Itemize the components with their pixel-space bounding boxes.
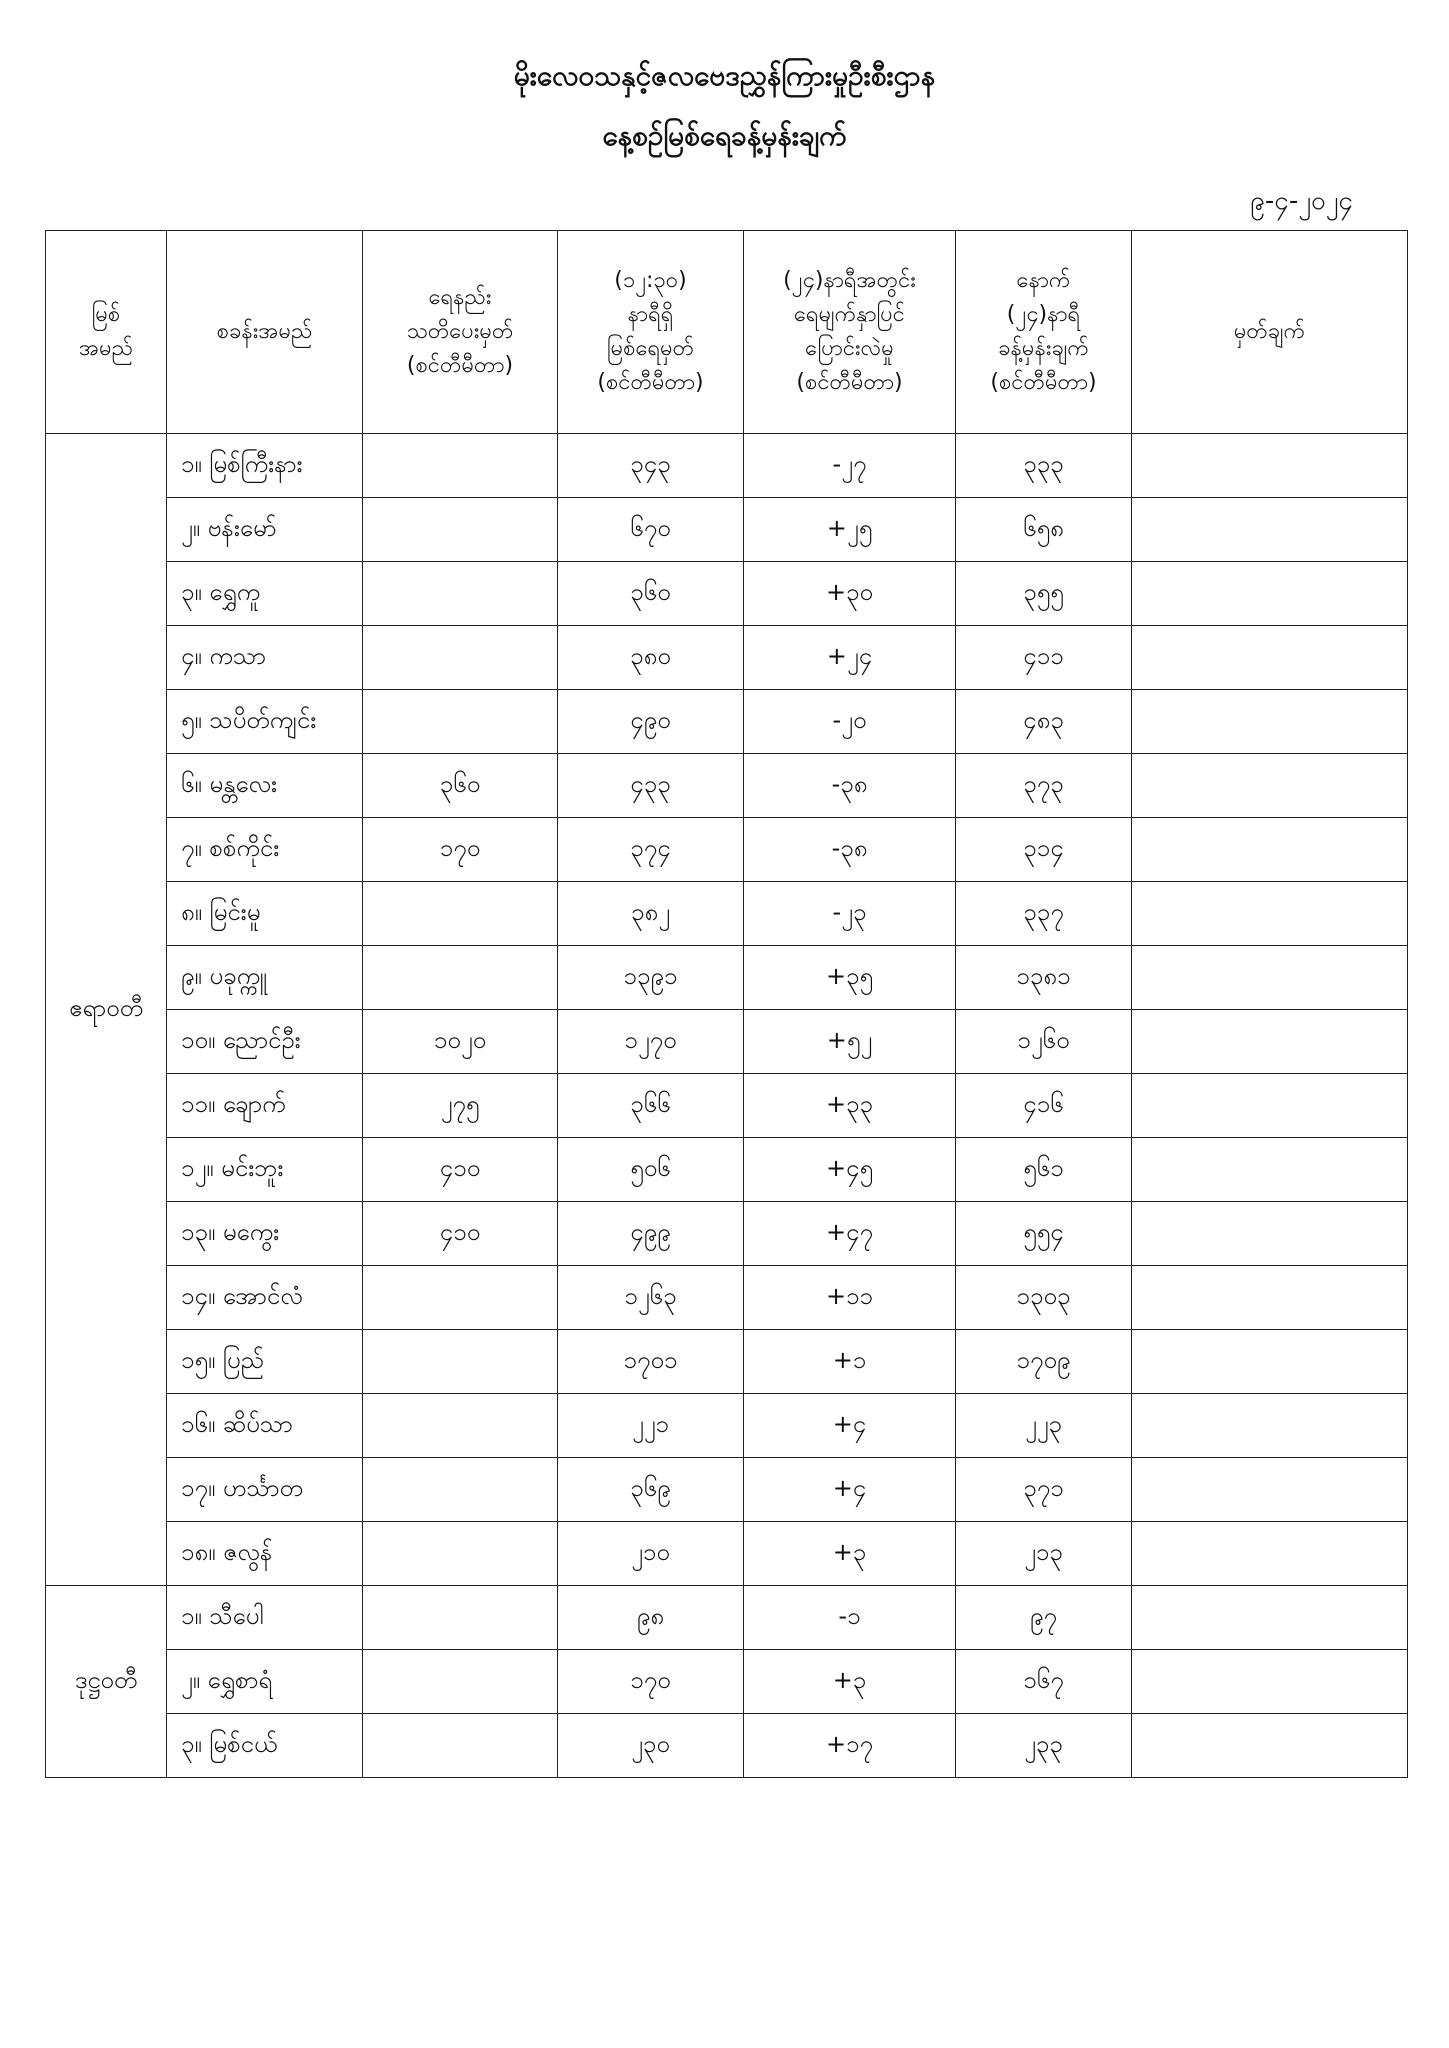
water-level-cell: ၆၇၀ (558, 498, 744, 562)
change-cell: -၁ (744, 1586, 956, 1650)
change-cell: +၃ (744, 1650, 956, 1714)
change-cell: +၂၅ (744, 498, 956, 562)
forecast-cell: ၄၁၁ (956, 626, 1132, 690)
forecast-table (45, 230, 1408, 1778)
header-line: (စင်တီမီတာ) (796, 370, 903, 395)
station-name: ၄။ ကသာ (167, 626, 363, 690)
forecast-cell: ၅၅၄ (956, 1202, 1132, 1266)
header-remarks (1132, 231, 1408, 434)
table-row (46, 1650, 1408, 1714)
table-row (46, 946, 1408, 1010)
water-level-cell: ၂၃၀ (558, 1714, 744, 1778)
station-name: ၁၄။ အောင်လံ (167, 1266, 363, 1330)
change-cell: +၃ (744, 1522, 956, 1586)
header-line: မြစ် (91, 302, 121, 327)
table-row (46, 1330, 1408, 1394)
header-line: စခန်းအမည် (216, 319, 313, 344)
station-name: ၂။ ဗန်းမော် (167, 498, 363, 562)
remark-cell (1132, 882, 1408, 946)
alert-level-cell (363, 434, 558, 498)
water-level-cell: ၃၈၂ (558, 882, 744, 946)
station-name: ၈။ မြင်းမူ (167, 882, 363, 946)
change-cell: +၃၀ (744, 562, 956, 626)
station-name: ၁၀။ ညောင်ဦး (167, 1010, 363, 1074)
change-cell: +၂၄ (744, 626, 956, 690)
forecast-cell: ၄၁၆ (956, 1074, 1132, 1138)
alert-level-cell: ၄၁၀ (363, 1138, 558, 1202)
station-name: ၁၆။ ဆိပ်သာ (167, 1394, 363, 1458)
alert-level-cell (363, 1266, 558, 1330)
header-line: အမည် (78, 336, 134, 361)
alert-level-cell (363, 1714, 558, 1778)
water-level-cell: ၃၆၉ (558, 1458, 744, 1522)
change-cell: -၃၈ (744, 754, 956, 818)
alert-level-cell (363, 690, 558, 754)
remark-cell (1132, 690, 1408, 754)
water-level-cell: ၃၆၆ (558, 1074, 744, 1138)
header-line: ရေနည်း (428, 285, 492, 310)
water-level-cell: ၃၆၀ (558, 562, 744, 626)
header-24h-change (744, 231, 956, 434)
forecast-cell: ၃၃၃ (956, 434, 1132, 498)
remark-cell (1132, 1074, 1408, 1138)
water-level-cell: ၂၂၁ (558, 1394, 744, 1458)
table-row (46, 754, 1408, 818)
table-row (46, 1586, 1408, 1650)
river-name: ဧရာဝတီ (46, 434, 167, 1586)
change-cell: +၄ (744, 1458, 956, 1522)
table-row (46, 626, 1408, 690)
header-current-level (558, 231, 744, 434)
water-level-cell: ၁၇၀၁ (558, 1330, 744, 1394)
water-level-cell: ၁၃၉၁ (558, 946, 744, 1010)
alert-level-cell (363, 1586, 558, 1650)
water-level-cell: ၄၉၀ (558, 690, 744, 754)
station-name: ၁၁။ ချောက် (167, 1074, 363, 1138)
station-name: ၁။ မြစ်ကြီးနား (167, 434, 363, 498)
station-name: ၂။ ရွှေစာရံ (167, 1650, 363, 1714)
header-line: (စင်တီမီတာ) (597, 370, 704, 395)
remark-cell (1132, 434, 1408, 498)
alert-level-cell (363, 1394, 558, 1458)
table-row (46, 882, 1408, 946)
forecast-cell: ၁၃၀၃ (956, 1266, 1132, 1330)
station-name: ၁၂။ မင်းဘူး (167, 1138, 363, 1202)
forecast-cell: ၃၇၃ (956, 754, 1132, 818)
header-line: မြစ်ရေမှတ် (606, 336, 695, 361)
water-level-cell: ၃၄၃ (558, 434, 744, 498)
water-level-cell: ၃၈၀ (558, 626, 744, 690)
water-level-cell: ၃၇၄ (558, 818, 744, 882)
header-river (46, 231, 167, 434)
forecast-cell: ၉၇ (956, 1586, 1132, 1650)
alert-level-cell: ၄၁၀ (363, 1202, 558, 1266)
header-forecast (956, 231, 1132, 434)
forecast-cell: ၁၂၆၀ (956, 1010, 1132, 1074)
table-row (46, 562, 1408, 626)
header-alert-level (363, 231, 558, 434)
table-row (46, 1522, 1408, 1586)
table-body (46, 434, 1408, 1778)
header-line: ပြောင်းလဲမှု (805, 336, 894, 361)
header-line: နာရီရှိ (627, 302, 674, 327)
header-row (46, 231, 1408, 434)
forecast-cell: ၃၅၅ (956, 562, 1132, 626)
table-row (46, 434, 1408, 498)
change-cell: +၃၃ (744, 1074, 956, 1138)
table-row (46, 1458, 1408, 1522)
alert-level-cell: ၁၇၀ (363, 818, 558, 882)
water-level-cell: ၅၀၆ (558, 1138, 744, 1202)
forecast-cell: ၃၁၄ (956, 818, 1132, 882)
forecast-cell: ၁၃၈၁ (956, 946, 1132, 1010)
table-row (46, 1714, 1408, 1778)
change-cell: +၁ (744, 1330, 956, 1394)
remark-cell (1132, 946, 1408, 1010)
remark-cell (1132, 1330, 1408, 1394)
remark-cell (1132, 1010, 1408, 1074)
station-name: ၁၇။ ဟင်္သာတ (167, 1458, 363, 1522)
header-line: မှတ်ချက် (1233, 319, 1306, 344)
table-row (46, 1010, 1408, 1074)
water-level-cell: ၄၉၉ (558, 1202, 744, 1266)
station-name: ၉။ ပခုက္ကူ (167, 946, 363, 1010)
station-name: ၁။ သီပေါ (167, 1586, 363, 1650)
water-level-cell: ၄၃၃ (558, 754, 744, 818)
header-line: နောက် (1016, 268, 1071, 293)
alert-level-cell: ၁၀၂၀ (363, 1010, 558, 1074)
station-name: ၁၈။ ဇလွန် (167, 1522, 363, 1586)
station-name: ၃။ ရွှေကူ (167, 562, 363, 626)
remark-cell (1132, 1202, 1408, 1266)
header-station (167, 231, 363, 434)
change-cell: +၄၇ (744, 1202, 956, 1266)
alert-level-cell (363, 626, 558, 690)
remark-cell (1132, 1266, 1408, 1330)
forecast-cell: ၃၃၇ (956, 882, 1132, 946)
remark-cell (1132, 1522, 1408, 1586)
table-row (46, 690, 1408, 754)
change-cell: +၄၅ (744, 1138, 956, 1202)
remark-cell (1132, 754, 1408, 818)
table-row (46, 498, 1408, 562)
header-line: ခန့်မှန်းချက် (998, 336, 1089, 361)
alert-level-cell (363, 882, 558, 946)
remark-cell (1132, 1650, 1408, 1714)
alert-level-cell: ၂၇၅ (363, 1074, 558, 1138)
alert-level-cell: ၃၆၀ (363, 754, 558, 818)
station-name: ၃။ မြစ်ငယ် (167, 1714, 363, 1778)
change-cell: +၁၇ (744, 1714, 956, 1778)
alert-level-cell (363, 1458, 558, 1522)
remark-cell (1132, 1138, 1408, 1202)
station-name: ၅။ သပိတ်ကျင်း (167, 690, 363, 754)
water-level-cell: ၁၂၇၀ (558, 1010, 744, 1074)
station-name: ၁၃။ မကွေး (167, 1202, 363, 1266)
forecast-cell: ၂၃၃ (956, 1714, 1132, 1778)
change-cell: +၃၅ (744, 946, 956, 1010)
remark-cell (1132, 1714, 1408, 1778)
header-line: ရေမျက်နှာပြင် (793, 302, 905, 327)
table-row (46, 1074, 1408, 1138)
table-row (46, 818, 1408, 882)
remark-cell (1132, 1394, 1408, 1458)
document-date: ၉-၄-၂၀၂၄ (1250, 186, 1353, 216)
change-cell: +၅၂ (744, 1010, 956, 1074)
alert-level-cell (363, 1330, 558, 1394)
river-name: ဒုဋ္ဌဝတီ (46, 1586, 167, 1778)
forecast-cell: ၅၆၁ (956, 1138, 1132, 1202)
alert-level-cell (363, 562, 558, 626)
water-level-cell: ၉၈ (558, 1586, 744, 1650)
forecast-cell: ၄၈၃ (956, 690, 1132, 754)
forecast-cell: ၁၆၇ (956, 1650, 1132, 1714)
header-line: (စင်တီမီတာ) (406, 353, 514, 378)
change-cell: -၂၃ (744, 882, 956, 946)
forecast-cell: ၆၅၈ (956, 498, 1132, 562)
header-line: (စင်တီမီတာ) (990, 370, 1097, 395)
document-title: မိုးလေဝသနှင့်ဇလဗေဒညွှန်ကြားမှုဦးစီးဌာန (513, 59, 936, 92)
table-row (46, 1394, 1408, 1458)
water-level-cell: ၁၇၀ (558, 1650, 744, 1714)
document-subtitle: နေ့စဉ်မြစ်ရေခန့်မှန်းချက် (602, 119, 847, 152)
change-cell: +၁၁ (744, 1266, 956, 1330)
remark-cell (1132, 562, 1408, 626)
table-row (46, 1138, 1408, 1202)
forecast-cell: ၃၇၁ (956, 1458, 1132, 1522)
change-cell: +၄ (744, 1394, 956, 1458)
station-name: ၁၅။ ပြည် (167, 1330, 363, 1394)
header-line: (၂၄)နာရီအတွင်း (783, 268, 916, 293)
alert-level-cell (363, 1650, 558, 1714)
change-cell: -၂၀ (744, 690, 956, 754)
remark-cell (1132, 1458, 1408, 1522)
remark-cell (1132, 498, 1408, 562)
header-line: (၁၂:၃၀) (614, 268, 687, 293)
remark-cell (1132, 626, 1408, 690)
change-cell: -၂၇ (744, 434, 956, 498)
change-cell: -၃၈ (744, 818, 956, 882)
table-row (46, 1202, 1408, 1266)
forecast-cell: ၁၇၀၉ (956, 1330, 1132, 1394)
station-name: ၇။ စစ်ကိုင်း (167, 818, 363, 882)
water-level-cell: ၂၁၀ (558, 1522, 744, 1586)
remark-cell (1132, 818, 1408, 882)
remark-cell (1132, 1586, 1408, 1650)
forecast-cell: ၂၁၃ (956, 1522, 1132, 1586)
header-line: (၂၄)နာရီ (1006, 302, 1081, 327)
forecast-cell: ၂၂၃ (956, 1394, 1132, 1458)
alert-level-cell (363, 1522, 558, 1586)
table-row (46, 1266, 1408, 1330)
water-level-cell: ၁၂၆၃ (558, 1266, 744, 1330)
alert-level-cell (363, 498, 558, 562)
station-name: ၆။ မန္တလေး (167, 754, 363, 818)
header-line: သတိပေးမှတ် (406, 319, 514, 344)
alert-level-cell (363, 946, 558, 1010)
